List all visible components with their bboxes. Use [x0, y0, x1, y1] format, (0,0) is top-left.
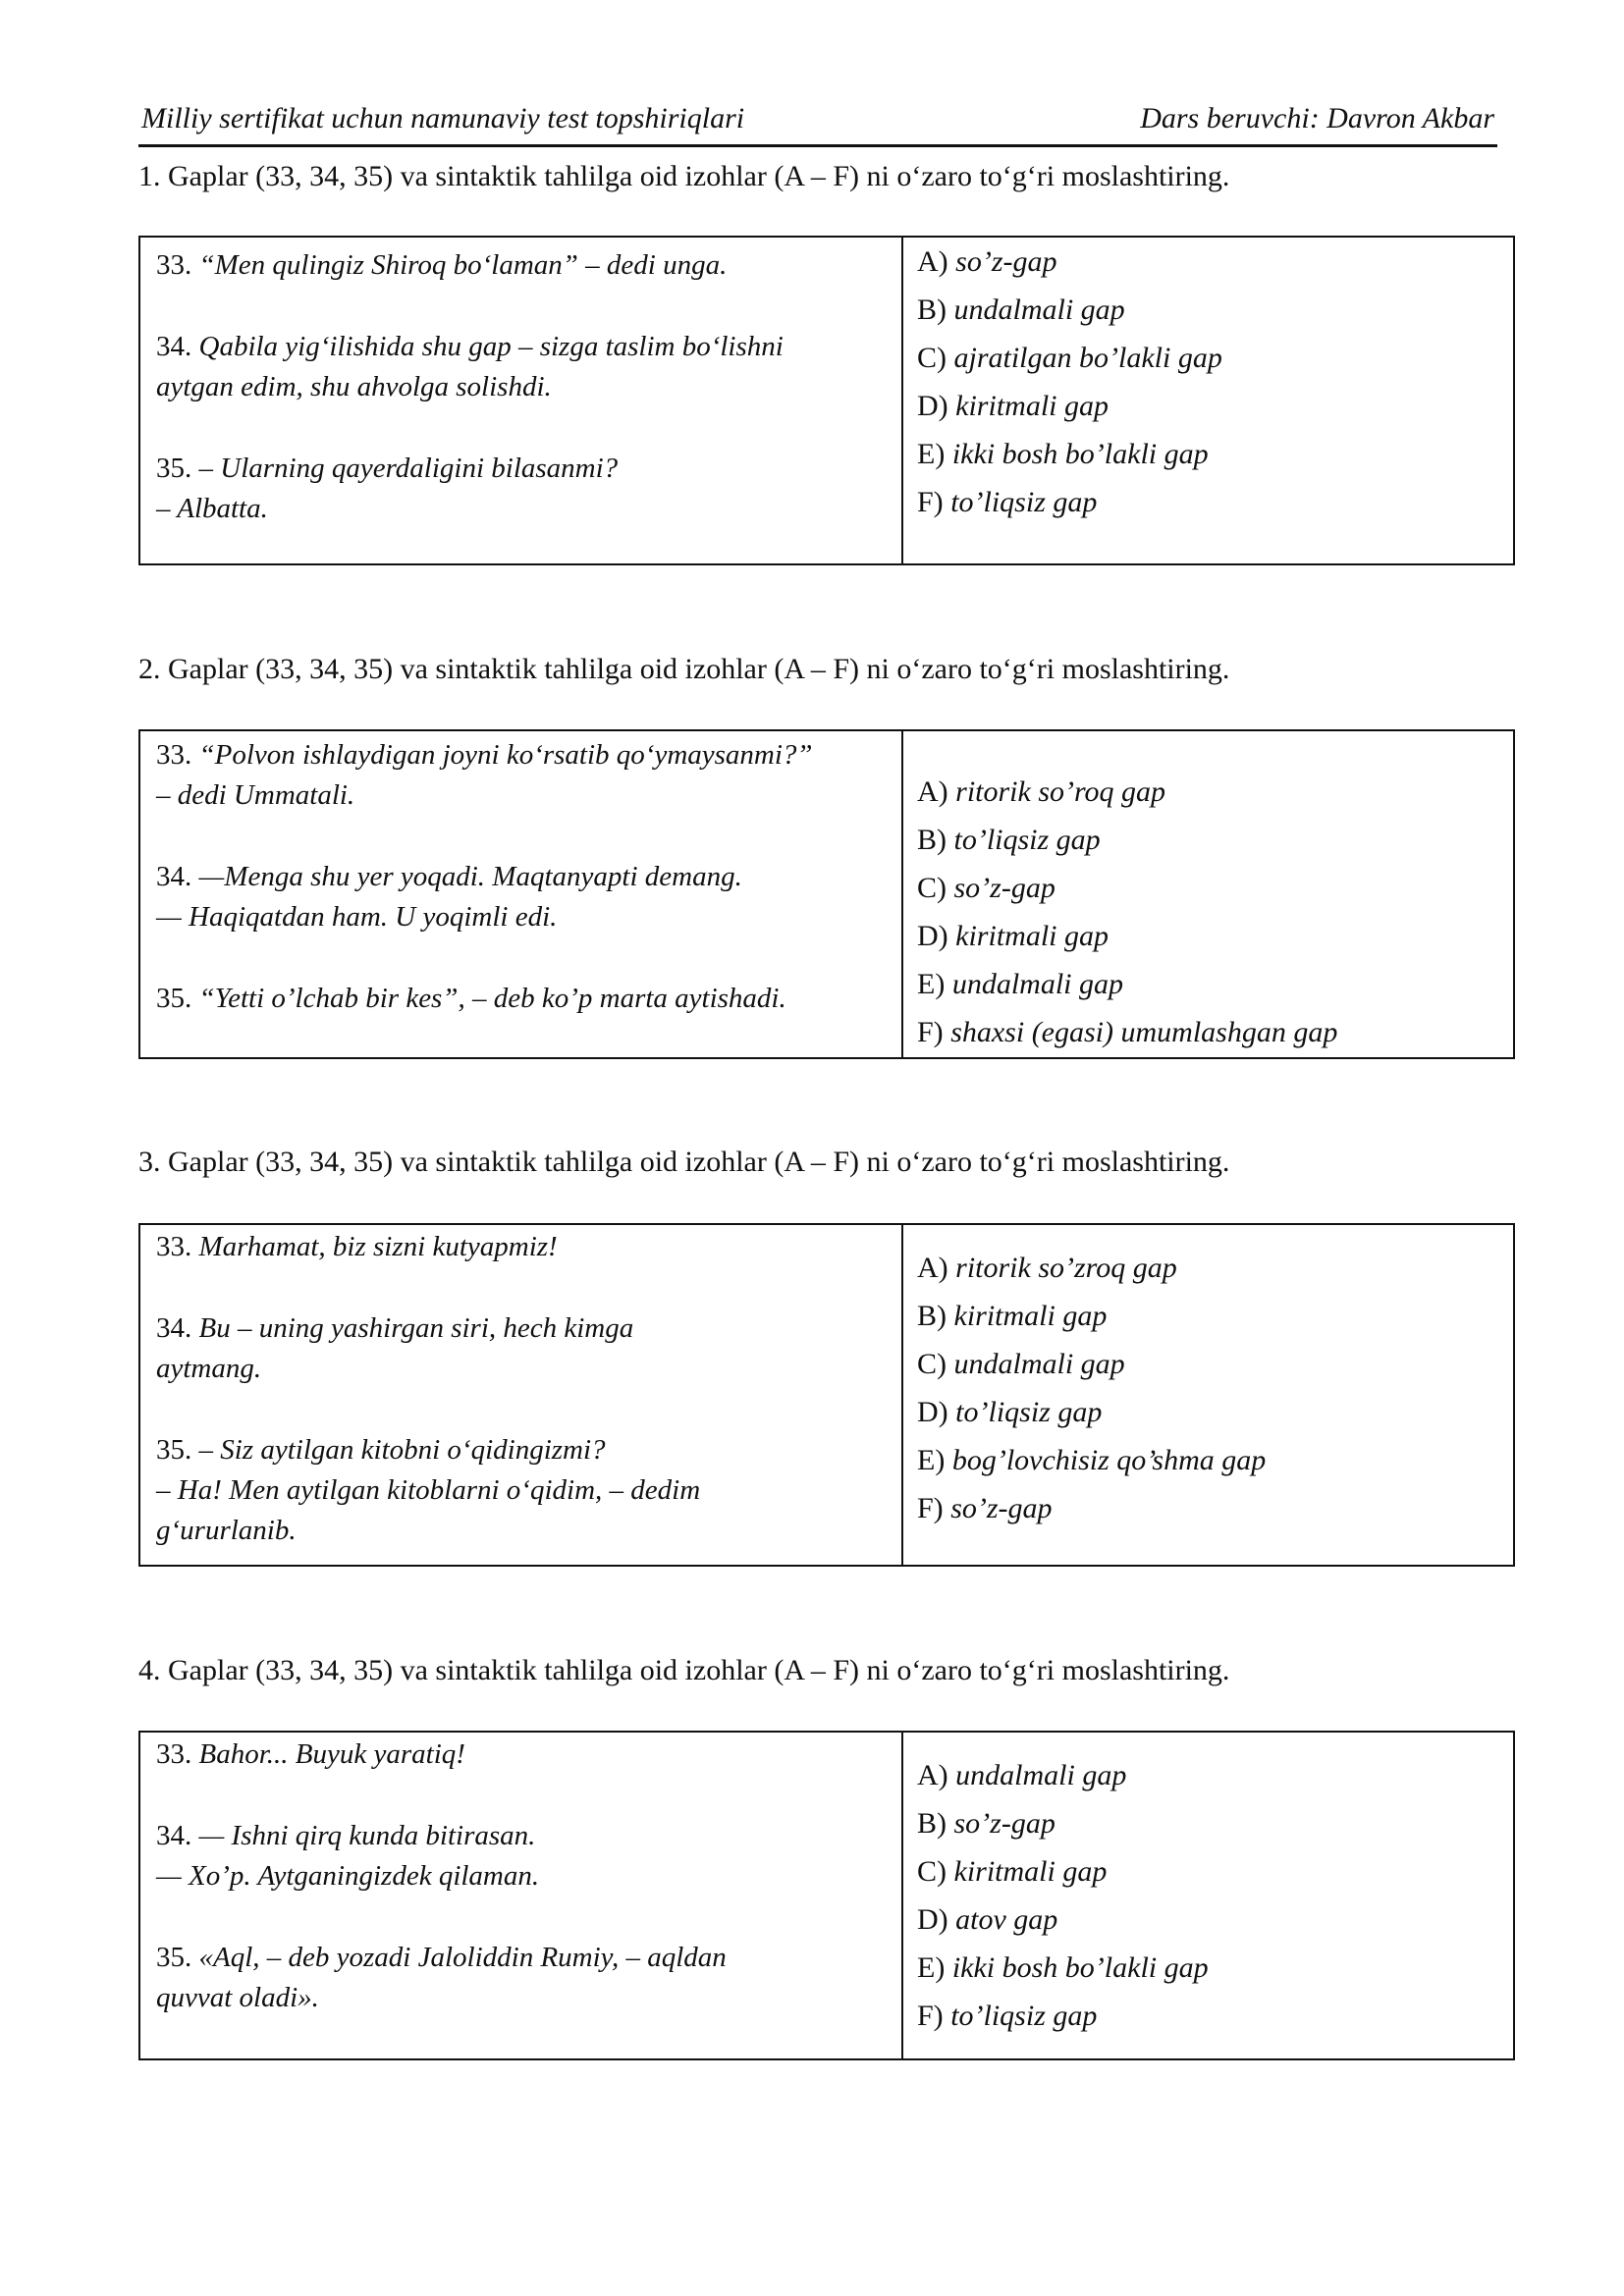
- sentence-number: 33.: [156, 1231, 192, 1262]
- option-e: E) undalmali gap: [917, 968, 1123, 1000]
- table-divider: [901, 1733, 903, 2058]
- question-4-table: [138, 1731, 1515, 2060]
- option-f: F) to’liqsiz gap: [917, 486, 1098, 518]
- sentence-35: [156, 449, 888, 529]
- option-c: C) so’z-gap: [917, 872, 1056, 904]
- question-3-table: [138, 1223, 1515, 1567]
- option-a: A) ritorik so’roq gap: [917, 775, 1166, 808]
- sentence-33: [156, 1735, 888, 1775]
- sentence-text: —Menga shu yer yoqadi. Maqtanyapti demang.: [198, 861, 742, 892]
- sentence-number: 33.: [156, 739, 192, 771]
- page-header: [138, 97, 1497, 147]
- sentence-35: [156, 979, 888, 1019]
- sentence-35: [156, 1430, 888, 1551]
- sentence-text: – Siz aytilgan kitobni o‘qidingizmi?: [198, 1434, 606, 1466]
- option-b: B) so’z-gap: [917, 1807, 1056, 1840]
- sentence-number: 35.: [156, 453, 192, 484]
- sentence-number: 34.: [156, 331, 192, 362]
- sentence-text: — Xo’p. Aytganingizdek qilaman.: [156, 1860, 540, 1892]
- table-divider: [901, 238, 903, 563]
- option-d: D) to’liqsiz gap: [917, 1396, 1103, 1428]
- sentence-33: [156, 1227, 888, 1267]
- option-f: F) to’liqsiz gap: [917, 2000, 1098, 2032]
- option-a: A) ritorik so’zroq gap: [917, 1252, 1177, 1284]
- question-2-table: [138, 729, 1515, 1059]
- option-e: E) bog’lovchisiz qo’shma gap: [917, 1444, 1267, 1476]
- header-author: Dars beruvchi: Davron Akbar: [1140, 102, 1494, 134]
- sentence-text: g‘ururlanib.: [156, 1515, 297, 1546]
- sentence-text: – Ularning qayerdaligini bilasanmi?: [198, 453, 619, 484]
- sentence-number: 35.: [156, 1434, 192, 1466]
- sentence-text: – Albatta.: [156, 493, 268, 524]
- option-b: B) undalmali gap: [917, 294, 1125, 326]
- option-c: C) ajratilgan bo’lakli gap: [917, 342, 1222, 374]
- sentence-34: [156, 327, 888, 407]
- sentence-text: Marhamat, biz sizni kutyapmiz!: [198, 1231, 558, 1262]
- option-f: F) shaxsi (egasi) umumlashgan gap: [917, 1016, 1338, 1048]
- question-2-prompt: 2. Gaplar (33, 34, 35) va sintaktik tahlilga oid izohlar (A – F) ni o‘zaro to‘g‘ri moslashtiring.: [138, 653, 1230, 685]
- table-divider: [901, 1225, 903, 1565]
- sentence-text: – Ha! Men aytilgan kitoblarni o‘qidim, – dedim: [156, 1474, 701, 1506]
- sentence-number: 34.: [156, 1312, 192, 1344]
- sentence-text: – dedi Ummatali.: [156, 779, 355, 811]
- option-d: D) kiritmali gap: [917, 920, 1109, 952]
- option-b: B) kiritmali gap: [917, 1300, 1108, 1332]
- sentence-number: 33.: [156, 1738, 192, 1770]
- option-f: F) so’z-gap: [917, 1492, 1053, 1524]
- sentence-number: 35.: [156, 1942, 192, 1973]
- sentence-text: — Haqiqatdan ham. U yoqimli edi.: [156, 901, 558, 933]
- sentence-text: «Aql, – deb yozadi Jaloliddin Rumiy, – aqldan: [198, 1942, 727, 1973]
- table-divider: [901, 731, 903, 1057]
- option-c: C) undalmali gap: [917, 1348, 1125, 1380]
- sentence-number: 35.: [156, 983, 192, 1014]
- option-e: E) ikki bosh bo’lakli gap: [917, 438, 1209, 470]
- sentence-text: Bu – uning yashirgan siri, hech kimga: [198, 1312, 634, 1344]
- option-e: E) ikki bosh bo’lakli gap: [917, 1951, 1209, 1984]
- header-title: Milliy sertifikat uchun namunaviy test topshiriqlari: [141, 102, 745, 134]
- sentence-text: aytgan edim, shu ahvolga solishdi.: [156, 371, 552, 402]
- sentence-34: [156, 1308, 888, 1389]
- option-c: C) kiritmali gap: [917, 1855, 1108, 1888]
- option-a: A) undalmali gap: [917, 1759, 1127, 1791]
- option-d: D) kiritmali gap: [917, 390, 1109, 422]
- question-3-prompt: 3. Gaplar (33, 34, 35) va sintaktik tahlilga oid izohlar (A – F) ni o‘zaro to‘g‘ri moslashtiring.: [138, 1146, 1230, 1178]
- option-a: A) so’z-gap: [917, 245, 1057, 278]
- sentence-text: Qabila yig‘ilishida shu gap – sizga taslim bo‘lishni: [198, 331, 784, 362]
- sentence-text: “Yetti o’lchab bir kes”, – deb ko’p marta aytishadi.: [198, 983, 786, 1014]
- option-d: D) atov gap: [917, 1903, 1058, 1936]
- sentence-text: Bahor... Buyuk yaratiq!: [198, 1738, 465, 1770]
- sentence-text: quvvat oladi».: [156, 1982, 319, 2013]
- sentence-text: “Polvon ishlaydigan joyni ko‘rsatib qo‘ymaysanmi?”: [198, 739, 813, 771]
- sentence-33: [156, 735, 888, 816]
- sentence-number: 34.: [156, 1820, 192, 1851]
- sentence-35: [156, 1938, 888, 2018]
- sentence-text: — Ishni qirq kunda bitirasan.: [198, 1820, 536, 1851]
- sentence-text: aytmang.: [156, 1353, 262, 1384]
- sentence-33: [156, 245, 888, 286]
- question-4-prompt: 4. Gaplar (33, 34, 35) va sintaktik tahlilga oid izohlar (A – F) ni o‘zaro to‘g‘ri moslashtiring.: [138, 1654, 1230, 1686]
- option-b: B) to’liqsiz gap: [917, 824, 1101, 856]
- sentence-34: [156, 857, 888, 937]
- question-1-prompt: 1. Gaplar (33, 34, 35) va sintaktik tahlilga oid izohlar (A – F) ni o‘zaro to‘g‘ri moslashtiring.: [138, 160, 1230, 192]
- question-1-table: [138, 236, 1515, 565]
- sentence-34: [156, 1816, 888, 1896]
- sentence-number: 33.: [156, 249, 192, 281]
- sentence-text: “Men qulingiz Shiroq bo‘laman” – dedi unga.: [198, 249, 728, 281]
- sentence-number: 34.: [156, 861, 192, 892]
